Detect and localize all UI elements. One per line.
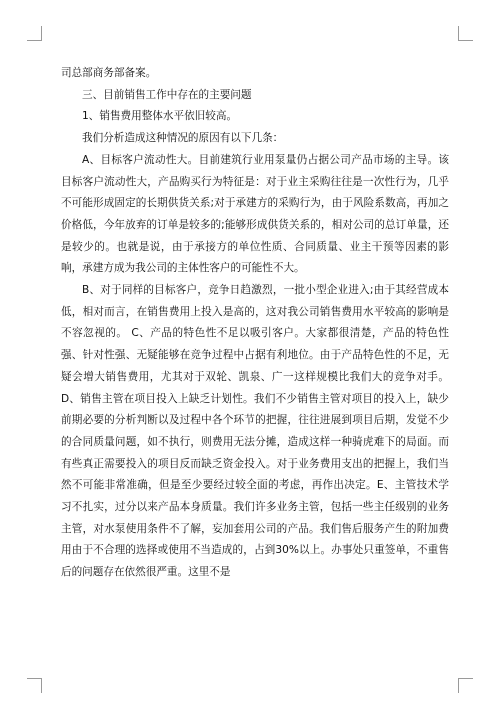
page-corner-mark-bottom-left xyxy=(27,678,42,693)
section-heading: 三、目前销售工作中存在的主要问题 xyxy=(82,88,252,101)
paragraph-intro: 我们分析造成这种情况的原因有以下几条： xyxy=(82,132,284,145)
paragraph-continuation: 司总部商务部备案。 xyxy=(61,67,157,79)
subsection-heading: 1、销售费用整体水平依旧较高。 xyxy=(82,110,238,123)
page-corner-mark-bottom-right xyxy=(458,678,473,693)
document-body xyxy=(61,63,449,584)
paragraph-reason-a: A、目标客户流动性大。目前建筑行业用泵量仍占据公司产品市场的主导。该目标客户流动性大，产品购买行为特征是：对于业主采购往往是一次性行为，几乎不可能形成固定的长期供货关系;对于承建方的采购行为，由于风险系数高，再加之价格低，今年放弃的订单是较多的;能够形成供货关系的，相对公司的总订单量，还是较少的。也就是说，由于承接方的单位性质、合同质量、业主干预等因素的影响，承建方成为我公司的主体性客户的可能性不大。 xyxy=(61,153,449,275)
page-corner-mark-top-left xyxy=(27,26,42,41)
page-corner-mark-top-right xyxy=(458,26,473,41)
paragraph-reason-b-to-e: B、对于同样的目标客户，竞争日趋激烈，一批小型企业进入;由于其经营成本低，相对而言，在销售费用上投入是高的，这对我公司销售费用水平较高的影响是不容忽视的。 C、产品的特色性不足以吸引客户。大家都很清楚，产品的特色性强、针对性强、无疑能够在竞争过程中占据有利地位。由于产品特色性的不足，无疑会增大销售费用，尤其对于双轮、凯泉、广一这样规模比我们大的竞争对手。 D、销售主管在项目投入上缺乏计划性。我们不少销售主管对项目的投入上，缺少前期必要的分析判断以及过程中各个环节的把握，往往进展到项目后期，发觉不少的合同质量问题，如不执行，则费用无法分摊，造成这样一种骑虎难下的局面。而有些真正需要投入的项目反而缺乏资金投入。对于业务费用支出的把握上，我们当然不可能非常准确，但是至少要经过较全面的考虑，再作出决定。E、主管技术学习不扎实，过分以来产品本身质量。我们许多业务主管，包括一些主任级别的业务主管，对水泵使用条件不了解，妄加套用公司的产品。我们售后服务产生的附加费用由于不合理的选择或使用不当造成的，占到30%以上。办事处只重签单，不重售后的问题存在依然很严重。这里不是 xyxy=(61,284,449,579)
